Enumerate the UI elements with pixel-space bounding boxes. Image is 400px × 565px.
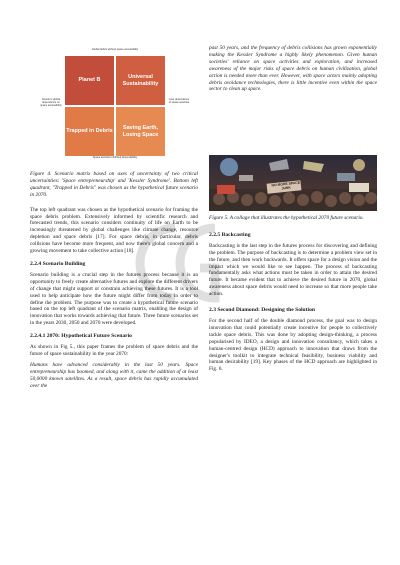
heading-2070-scenario: 2.2.4.1 2070: Hypothetical Future Scenario [30,333,132,340]
matrix-top-axis-label: Global debris without space accessibility [91,48,139,51]
collage-protest-sign: NO MORE SPACE JUNK [271,180,301,191]
matrix-bottom-axis-label: Space activities inhibited dependability [92,156,138,159]
matrix-left-axis-label: Kessler's global dependence on space accessibility [40,98,62,107]
figure-5-caption: Figure 5. A collage that illustrates the hypothetical 2070 future scenario. [209,215,364,221]
paragraph-scenario-quote: Humans have advanced considerably in the last 50 years. Space entrepreneurship has boomed, and along with it, came the addition of at least 50,0000 known satellites. As a result, space debris has rapidly accumulated over the [30,361,198,389]
paragraph-scenario-quote-cont: past 50 years, and the frequency of debris collisions has grown exponentially making the Kessler Syndrome a highly likely phenomenon. Given human societies' reliance on space activities and exploration, and increased awareness of the major risks of space debris on human civilization, global action is needed more than ever. However, with space actors mainly adopting debris avoidance technologies, there is little incentive even within the space sector to clean up space. [209,45,377,93]
scenario-matrix [40,48,190,166]
paragraph-scenario-building: Scenario building is a crucial step in the futures process because it is an opportunity to freely create alternative futures and explore the different drivers of change that might support or constrain achieving these futures. It is a tool used to help anticipate how the future might differ from today in order to define the problem. The purpose was to create a hypothetical future scenario based on the top left quadrant of the scenario matrix, enabling the design of innovation that works towards achieving that future. Three future scenarios set in the years 2030, 2050 and 2070 were developed. [30,271,198,327]
quadrant-planet-b: Planet B [65,56,114,105]
right-column-bottom [209,215,377,377]
heading-scenario-building: 2.2.4 Scenario Building [30,260,86,267]
right-column-top [209,45,377,97]
quadrant-trapped-in-debris: Trapped in Debris [65,107,114,156]
quadrant-universal-sustainability: Universal Sustainability [116,56,165,105]
scenario-collage-image [209,155,377,211]
heading-second-diamond: 2.3 Second Diamond: Designing the Solution [209,307,315,314]
matrix-right-axis-label: Less dependence of space activities [168,98,190,104]
heading-backcasting: 2.2.5 Backcasting [209,231,251,238]
paragraph-quadrant: The top left quadrant was chosen as the hypothetical scenario for framing the space debris problem. Extensively informed by scientific research and forecasted trends, this scenario considers continuity of life on Earth to be increasingly threatened by global challenges like climate change, resource depletion and space debris [17]. For space debris, in particular, debris collisions have become more frequent, and now there's global concern and a growing movement to take collective action [18]. [30,206,198,255]
paragraph-backcasting: Backcasting is the last step in the futures process for discovering and defining the problem. The purpose of backcasting is to determine a problem view set in the future, and then work backwards. It offers space for a design vision and the impact which we would like to see happen. The process of backcasting fundamentally asks what actions must be taken in order to attain the desired future. It became evident that to achieve the desired future in 2070, global awareness about space debris would need to increase so that more people take action. [209,242,377,298]
figure-4-caption: Figure 4. Scenario matrix based on axes of uncertainty of two critical uncertainties: 'Space entrepreneurship' and 'Kessler Syndrome'. Bottom left quadrant, "Trapped in Debris" was chosen as the hypothetical future scenario in 2070. [30,171,198,198]
paragraph-second-diamond: For the second half of the double diamond process, the goal was to design innovation that could potentially create incentive for people to collectively tackle space debris. This was done by adopting design-thinking, a process popularised by IDEO, a design and innovation consultancy, which takes a human-centred design (HCD) approach to innovation that draws from the designer's toolkit to integrate technical feasibility, business viability and human desirability [19]. Key phases of the HCD approach are highlighted in Fig. 6. [209,317,377,373]
paragraph-fig5-intro: As shown in Fig 5., this paper frames the problem of space debris and the future of space sustainability in the year 2070: [30,344,198,357]
quadrant-saving-earth: Saving Earth, Losing Space [116,107,165,156]
